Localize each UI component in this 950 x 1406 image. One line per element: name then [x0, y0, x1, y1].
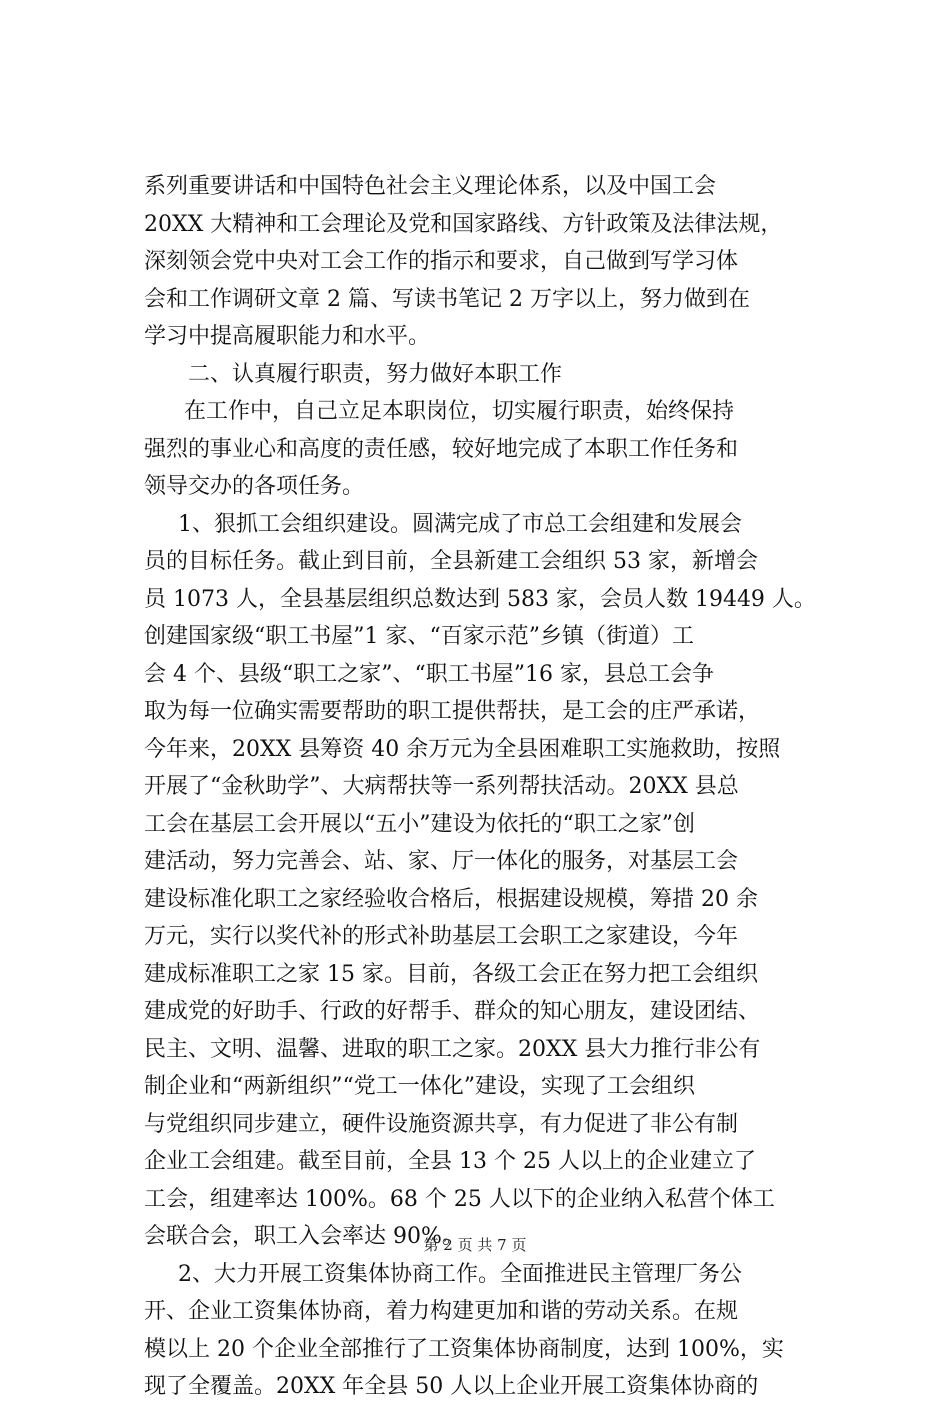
text-line: 企业工会组建。截至目前，全县 13 个 25 人以上的企业建立了 — [144, 1149, 756, 1174]
text-line: 与党组织同步建立，硬件设施资源共享，有力促进了非公有制 — [144, 1111, 739, 1137]
text-line: 会和工作调研文章 2 篇、写读书笔记 2 万字以上，努力做到在 — [144, 286, 750, 312]
text-line: 开、企业工资集体协商，着力构建更加和谐的劳动关系。在规 — [144, 1299, 739, 1324]
text-line: 现了全覆盖。20XX 年全县 50 人以上企业开展工资集体协商的 — [144, 1374, 759, 1399]
text-line: 工会在基层工会开展以“五小”建设为依托的“职工之家”创 — [144, 811, 695, 837]
text-line: 强烈的事业心和高度的责任感，较好地完成了本职工作任务和 — [144, 436, 739, 462]
section-heading: 二、认真履行职责，努力做好本职工作 — [188, 361, 563, 387]
text-line: 制企业和“两新组织”“党工一体化”建设，实现了工会组织 — [144, 1074, 695, 1099]
text-line: 深刻领会党中央对工会工作的指示和要求，自己做到写学习体 — [144, 249, 739, 274]
text-line: 领导交办的各项任务。 — [144, 474, 365, 499]
subsection-line: 1、狠抓工会组织建设。圆满完成了市总工会组建和发展会 — [178, 511, 742, 537]
text-line: 万元，实行以奖代补的形式补助基层工会职工之家建设，今年 — [144, 924, 739, 949]
text-line: 系列重要讲话和中国特色社会主义理论体系，以及中国工会 — [144, 174, 717, 199]
text-line: 建成党的好助手、行政的好帮手、群众的知心朋友，建设团结、 — [144, 999, 761, 1024]
text-line: 学习中提高履职能力和水平。 — [144, 324, 431, 349]
text-line: 建设标准化职工之家经验收合格后，根据建设规模，筹措 20 余 — [144, 886, 758, 912]
text-line: 工会，组建率达 100%。68 个 25 人以下的企业纳入私营个体工 — [144, 1186, 775, 1212]
text-line: 会联合会，职工入会率达 90%。 — [144, 1224, 464, 1249]
text-line: 取为每一位确实需要帮助的职工提供帮扶，是工会的庄严承诺， — [144, 699, 761, 724]
text-line: 员 1073 人，全县基层组织总数达到 583 家，会员人数 19449 人。 — [144, 586, 816, 612]
text-line: 20XX 大精神和工会理论及党和国家路线、方针政策及法律法规， — [144, 211, 783, 237]
text-line: 今年来，20XX 县筹资 40 余万元为全县困难职工实施救助，按照 — [144, 736, 781, 762]
subsection-line: 2、大力开展工资集体协商工作。全面推进民主管理厂务公 — [178, 1261, 742, 1287]
body-text — [144, 168, 834, 1406]
text-line: 会 4 个、县级“职工之家”、“职工书屋”16 家，县总工会争 — [144, 661, 714, 687]
page-number: 第 2 页 共 7 页 — [423, 1236, 527, 1254]
text-line: 开展了“金秋助学”、大病帮扶等一系列帮扶活动。20XX 县总 — [144, 774, 739, 799]
text-line: 建成标准职工之家 15 家。目前，各级工会正在努力把工会组织 — [144, 961, 758, 987]
text-line: 在工作中，自己立足本职岗位，切实履行职责，始终保持 — [184, 399, 735, 424]
text-line: 员的目标任务。截止到目前，全县新建工会组织 53 家，新增会 — [144, 549, 758, 574]
text-line: 建活动，努力完善会、站、家、厅一体化的服务，对基层工会 — [144, 849, 739, 874]
text-line: 模以上 20 个企业全部推行了工资集体协商制度，达到 100%，实 — [144, 1336, 784, 1362]
text-line: 创建国家级“职工书屋”1 家、“百家示范”乡镇（街道）工 — [144, 624, 694, 649]
text-line: 民主、文明、温馨、进取的职工之家。20XX 县大力推行非公有 — [144, 1036, 761, 1062]
